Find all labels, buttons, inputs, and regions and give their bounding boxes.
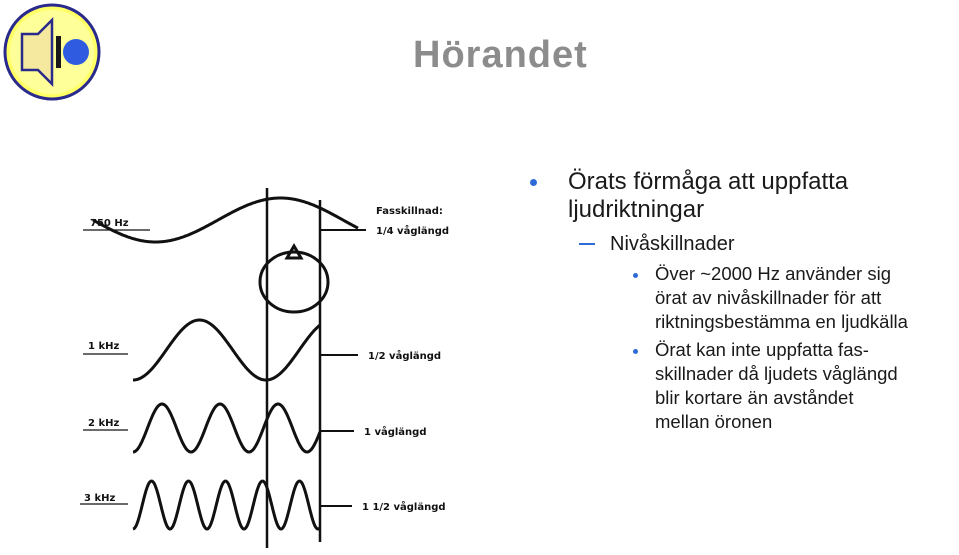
bullet-dot-icon <box>633 273 638 278</box>
bullet-list <box>530 168 959 434</box>
main-bullet: Örats förmåga att uppfatta ljudriktningar <box>530 168 959 224</box>
frequency-label: 1 kHz <box>88 341 120 352</box>
frequency-label: 750 Hz <box>90 218 129 229</box>
speaker-logo-icon <box>2 2 102 102</box>
phase-label: 1 våglängd <box>364 427 427 438</box>
phase-label: 1 1/2 våglängd <box>362 502 446 513</box>
figure-header: Fasskillnad: <box>376 206 443 217</box>
frequency-label: 2 kHz <box>88 418 120 429</box>
phase-difference-figure <box>58 170 510 555</box>
phase-label: 1/2 våglängd <box>368 351 442 362</box>
bullet-dot-icon <box>530 179 537 186</box>
phase-label: 1/4 våglängd <box>376 226 450 237</box>
sub-sub-bullet: Över ~2000 Hz använder sig örat av nivåskillnader för att riktningsbestämma en ljudkälla <box>530 262 959 334</box>
sub-sub-bullet: Örat kan inte uppfatta fas- skillnader då ljudets våglängd blir kortare än avståndet mellan öronen <box>530 338 959 434</box>
bullet-dash-icon <box>579 243 595 245</box>
slide-title: Hörandet <box>413 34 588 76</box>
bullet-dot-icon <box>633 349 638 354</box>
sub-bullet: Nivåskillnader <box>530 232 959 256</box>
frequency-label: 3 kHz <box>84 493 116 504</box>
